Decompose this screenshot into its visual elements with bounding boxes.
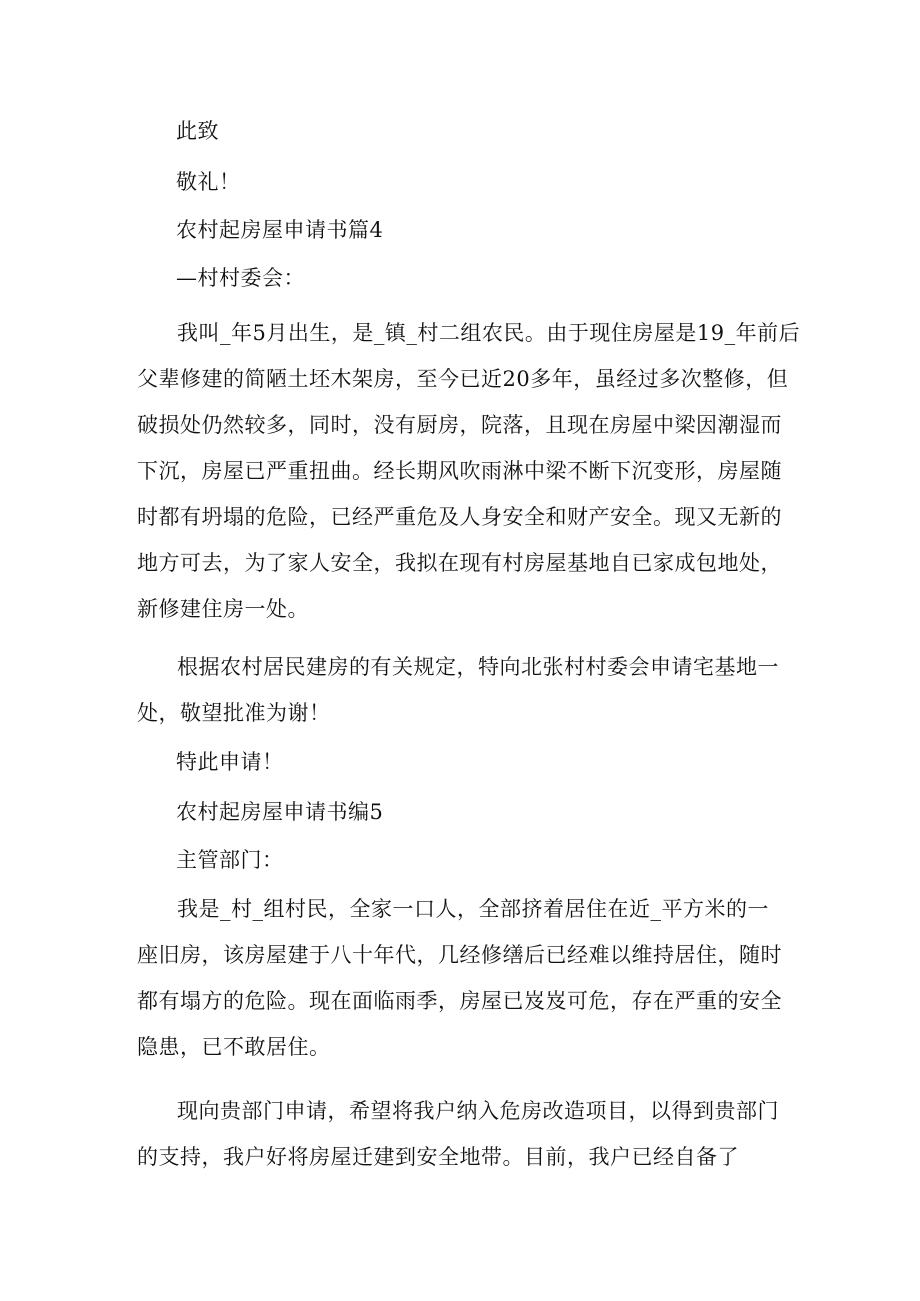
- paragraph-line: 我是_村_组村民，全家一口人，全部挤着居住在近_平方米的一: [177, 897, 769, 921]
- paragraph-line: 破损处仍然较多，同时，没有厨房，院落，且现在房屋中梁因潮湿而: [137, 413, 782, 437]
- paragraph-line: 现向贵部门申请，希望将我户纳入危房改造项目，以得到贵部门: [177, 1099, 779, 1123]
- section5-paragraph-2: [137, 1088, 787, 1180]
- section4-title: 农村起房屋申请书篇4: [176, 218, 384, 242]
- section4-closing: 特此申请！: [176, 750, 284, 774]
- section4-salutation: —村村委会：: [176, 266, 305, 290]
- paragraph-line: 下沉，房屋已严重扭曲。经长期风吹雨淋中梁不断下沉变形，房屋随: [137, 459, 782, 483]
- paragraph-line: 隐患，已不敢居住。: [137, 1035, 331, 1059]
- section4-paragraph-2: [137, 644, 787, 736]
- paragraph-line: 地方可去，为了家人安全，我拟在现有村房屋基地自已家成包地处，: [137, 551, 782, 575]
- paragraph-line: 处，敬望批准为谢！: [137, 701, 331, 725]
- section5-paragraph-1: [137, 886, 787, 1070]
- section5-salutation: 主管部门：: [176, 848, 284, 872]
- paragraph-line: 座旧房，该房屋建于八十年代，几经修缮后已经难以维持居住，随时: [137, 943, 782, 967]
- paragraph-line: 的支持，我户好将房屋迁建到安全地带。目前，我户已经自备了: [137, 1145, 739, 1169]
- paragraph-line: 我叫_年5月出生，是_镇_村二组农民。由于现住房屋是19_年前后: [177, 321, 801, 345]
- closing-line-1: 此致: [176, 119, 219, 143]
- paragraph-line: 根据农村居民建房的有关规定，特向北张村村委会申请宅基地一: [177, 655, 779, 679]
- section5-title: 农村起房屋申请书编5: [176, 800, 384, 824]
- paragraph-line: 都有塌方的危险。现在面临雨季，房屋已岌岌可危，存在严重的安全: [137, 989, 782, 1013]
- paragraph-line: 时都有坍塌的危险，已经严重危及人身安全和财产安全。现又无新的: [137, 505, 782, 529]
- paragraph-line: 父辈修建的简陋土坯木架房，至今已近20多年，虽经过多次整修，但: [137, 367, 789, 391]
- section4-paragraph-1: [137, 310, 801, 632]
- closing-line-2: 敬礼！: [176, 170, 241, 194]
- paragraph-line: 新修建住房一处。: [137, 597, 309, 621]
